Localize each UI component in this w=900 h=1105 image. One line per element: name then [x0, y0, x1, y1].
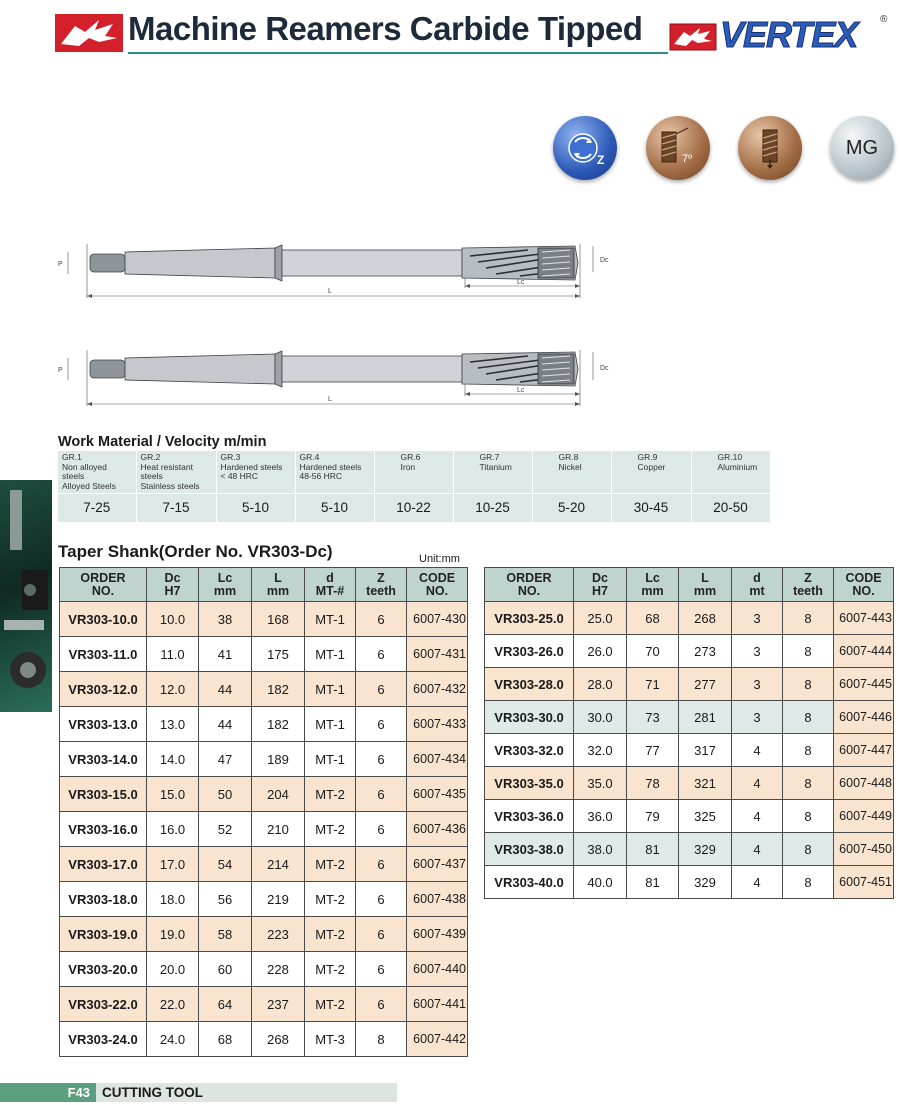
- table-cell: 12.0: [147, 672, 199, 707]
- material-group-desc: Nickel: [558, 461, 582, 472]
- order-number-cell: VR303-28.0: [485, 668, 574, 701]
- material-group-desc: Aluminium: [717, 461, 758, 472]
- column-header-unit: NO.: [91, 583, 115, 598]
- column-header-unit: teeth: [366, 583, 396, 598]
- column-header-unit: mt: [749, 583, 765, 598]
- table-cell: 317: [679, 734, 732, 767]
- table-cell: 47: [199, 742, 252, 777]
- table-cell: 60: [199, 952, 252, 987]
- table-cell: 182: [252, 672, 305, 707]
- table-row: [60, 882, 468, 917]
- material-velocity: 20-50: [691, 494, 770, 522]
- table-cell: 71: [627, 668, 679, 701]
- table-cell: 13.0: [147, 707, 199, 742]
- table-cell: 35.0: [574, 767, 627, 800]
- material-group-desc: 48-56 HRC: [299, 471, 343, 481]
- material-velocity: 5-10: [216, 494, 295, 522]
- material-group-code: GR.3: [220, 452, 241, 462]
- order-number-cell: VR303-12.0: [60, 672, 147, 707]
- material-group-desc: Heat resistant: [140, 461, 193, 472]
- table-cell: MT-3: [305, 1022, 356, 1057]
- code-number-cell: 6007-446: [834, 701, 894, 734]
- material-group-desc: Hardened steels: [299, 461, 362, 472]
- registered-mark: ®: [880, 14, 888, 25]
- table-cell: 32.0: [574, 734, 627, 767]
- brand-emblem-icon: [668, 22, 718, 52]
- table-row: [485, 602, 894, 635]
- table-cell: 4: [732, 833, 783, 866]
- order-number-cell: VR303-17.0: [60, 847, 147, 882]
- table-cell: 281: [679, 701, 732, 734]
- code-number-cell: 6007-436: [407, 812, 468, 847]
- table-cell: 24.0: [147, 1022, 199, 1057]
- table-cell: 22.0: [147, 987, 199, 1022]
- table-cell: 214: [252, 847, 305, 882]
- column-header-line: L: [701, 570, 709, 585]
- order-number-cell: VR303-40.0: [485, 866, 574, 899]
- material-group-code: GR.8: [558, 452, 579, 462]
- code-number-cell: 6007-435: [407, 777, 468, 812]
- brand-logo: [668, 14, 893, 56]
- material-group-desc: Titanium: [479, 461, 512, 472]
- table-cell: MT-1: [305, 707, 356, 742]
- material-group-desc: steels: [62, 471, 85, 481]
- table-cell: 204: [252, 777, 305, 812]
- order-number-cell: VR303-38.0: [485, 833, 574, 866]
- order-number-cell: VR303-35.0: [485, 767, 574, 800]
- material-velocity: 10-25: [453, 494, 532, 522]
- material-group-desc: Iron: [400, 461, 416, 472]
- page-number: F43: [0, 1083, 96, 1102]
- table-cell: MT-1: [305, 602, 356, 637]
- table-cell: 3: [732, 602, 783, 635]
- table-cell: 70: [627, 635, 679, 668]
- table-cell: 56: [199, 882, 252, 917]
- code-number-cell: 6007-432: [407, 672, 468, 707]
- table-cell: 54: [199, 847, 252, 882]
- material-group-cell: [532, 451, 611, 494]
- table-cell: 77: [627, 734, 679, 767]
- column-header-unit: mm: [693, 583, 717, 598]
- column-header-line: Z: [804, 570, 812, 585]
- table-cell: 73: [627, 701, 679, 734]
- column-header: [627, 568, 679, 602]
- material-group-cell: [136, 451, 216, 494]
- column-header-line: d: [326, 570, 334, 585]
- company-logo-left: [55, 14, 123, 52]
- material-group-desc: < 48 HRC: [220, 471, 259, 481]
- column-header-line: ORDER: [80, 570, 126, 585]
- column-header-line: CODE: [418, 570, 456, 585]
- unit-label: Unit:mm: [419, 553, 460, 565]
- table-cell: MT-2: [305, 812, 356, 847]
- order-number-cell: VR303-16.0: [60, 812, 147, 847]
- code-number-cell: 6007-434: [407, 742, 468, 777]
- material-velocity: 30-45: [611, 494, 691, 522]
- right-hand-spiral-icon: [553, 116, 617, 180]
- table-row: [60, 637, 468, 672]
- material-group-code: GR.10: [717, 452, 743, 462]
- material-group-code: GR.2: [140, 452, 161, 462]
- order-number-cell: VR303-11.0: [60, 637, 147, 672]
- table-row: [60, 707, 468, 742]
- code-number-cell: 6007-444: [834, 635, 894, 668]
- table-cell: MT-2: [305, 987, 356, 1022]
- table-row: [60, 812, 468, 847]
- code-number-cell: 6007-447: [834, 734, 894, 767]
- material-velocity: 7-25: [58, 494, 136, 522]
- table-cell: 8: [783, 866, 834, 899]
- code-number-cell: 6007-445: [834, 668, 894, 701]
- table-cell: 237: [252, 987, 305, 1022]
- column-header-line: CODE: [845, 570, 882, 585]
- code-number-cell: 6007-430: [407, 602, 468, 637]
- column-header-line: Lc: [217, 570, 233, 585]
- table-cell: 268: [252, 1022, 305, 1057]
- table-cell: 8: [783, 833, 834, 866]
- code-number-cell: 6007-433: [407, 707, 468, 742]
- material-group-desc: Copper: [637, 461, 666, 472]
- code-number-cell: 6007-443: [834, 602, 894, 635]
- table-cell: 325: [679, 800, 732, 833]
- table-cell: 3: [732, 668, 783, 701]
- mg-grade-label: MG: [845, 136, 879, 159]
- reamer-table-right: [484, 567, 894, 899]
- material-group-desc: steels: [140, 471, 163, 481]
- table-cell: 277: [679, 668, 732, 701]
- code-number-cell: 6007-442: [407, 1022, 468, 1057]
- material-group-cell: [295, 451, 374, 494]
- column-header-line: L: [274, 570, 282, 585]
- column-header-unit: NO.: [517, 583, 541, 598]
- length-l-label: L: [328, 396, 332, 403]
- table-cell: 8: [783, 767, 834, 800]
- diameter-dc-label: Dc: [600, 257, 609, 264]
- table-row: [485, 635, 894, 668]
- column-header-line: Dc: [164, 570, 181, 585]
- table-cell: 223: [252, 917, 305, 952]
- table-cell: 182: [252, 707, 305, 742]
- code-number-cell: 6007-440: [407, 952, 468, 987]
- column-header-unit: mm: [213, 583, 237, 598]
- table-cell: 41: [199, 637, 252, 672]
- table-cell: 58: [199, 917, 252, 952]
- table-row: [60, 987, 468, 1022]
- code-number-cell: 6007-438: [407, 882, 468, 917]
- table-row: [485, 668, 894, 701]
- table-cell: 189: [252, 742, 305, 777]
- table-cell: 81: [627, 833, 679, 866]
- column-header: [574, 568, 627, 602]
- table-cell: 329: [679, 833, 732, 866]
- table-cell: 6: [356, 847, 407, 882]
- table-cell: 38.0: [574, 833, 627, 866]
- code-number-cell: 6007-441: [407, 987, 468, 1022]
- table-cell: 44: [199, 707, 252, 742]
- order-number-cell: VR303-25.0: [485, 602, 574, 635]
- length-l-label: L: [328, 288, 332, 295]
- material-group-cell: [58, 451, 136, 494]
- code-number-cell: 6007-439: [407, 917, 468, 952]
- material-velocity: 7-15: [136, 494, 216, 522]
- order-number-cell: VR303-10.0: [60, 602, 147, 637]
- material-group-code: GR.4: [299, 452, 320, 462]
- table-cell: 8: [783, 602, 834, 635]
- table-row: [60, 1022, 468, 1057]
- reamer-drawing-2: [50, 344, 620, 414]
- table-cell: 6: [356, 987, 407, 1022]
- table-cell: 44: [199, 672, 252, 707]
- material-group-code: GR.1: [62, 452, 82, 462]
- table-cell: 10.0: [147, 602, 199, 637]
- table-cell: 6: [356, 742, 407, 777]
- table-cell: 6: [356, 707, 407, 742]
- table-cell: 210: [252, 812, 305, 847]
- table-cell: 273: [679, 635, 732, 668]
- column-header: [732, 568, 783, 602]
- column-header-line: d: [753, 570, 761, 585]
- table-row: [485, 701, 894, 734]
- table-cell: 268: [679, 602, 732, 635]
- table-cell: 19.0: [147, 917, 199, 952]
- order-number-cell: VR303-20.0: [60, 952, 147, 987]
- table-row: [60, 952, 468, 987]
- coolant-icon: [738, 116, 802, 180]
- table-cell: 6: [356, 602, 407, 637]
- work-material-table: [58, 451, 771, 522]
- table-cell: 175: [252, 637, 305, 672]
- table-row: [485, 866, 894, 899]
- material-group-cell: [453, 451, 532, 494]
- table-cell: 6: [356, 952, 407, 987]
- order-number-cell: VR303-15.0: [60, 777, 147, 812]
- code-number-cell: 6007-450: [834, 833, 894, 866]
- order-number-cell: VR303-18.0: [60, 882, 147, 917]
- column-header-unit: teeth: [793, 583, 823, 598]
- table-cell: 8: [783, 800, 834, 833]
- column-header: [252, 568, 305, 602]
- table-row: [485, 800, 894, 833]
- table-row: [60, 847, 468, 882]
- order-number-cell: VR303-36.0: [485, 800, 574, 833]
- table-cell: MT-2: [305, 917, 356, 952]
- column-header: [356, 568, 407, 602]
- table-cell: MT-1: [305, 637, 356, 672]
- column-header: [834, 568, 894, 602]
- column-header-line: Dc: [592, 570, 608, 585]
- column-header: [679, 568, 732, 602]
- table-cell: 4: [732, 767, 783, 800]
- column-header: [485, 568, 574, 602]
- material-group-cell: [216, 451, 295, 494]
- order-number-cell: VR303-26.0: [485, 635, 574, 668]
- table-cell: 168: [252, 602, 305, 637]
- material-velocity: 5-10: [295, 494, 374, 522]
- column-header-unit: MT-#: [315, 583, 345, 598]
- table-row: [485, 767, 894, 800]
- reamer-table-left: [59, 567, 468, 1057]
- table-cell: 26.0: [574, 635, 627, 668]
- order-number-cell: VR303-14.0: [60, 742, 147, 777]
- footer-category: CUTTING TOOL: [102, 1085, 203, 1100]
- table-row: [485, 833, 894, 866]
- order-number-cell: VR303-13.0: [60, 707, 147, 742]
- table-cell: MT-2: [305, 882, 356, 917]
- order-number-cell: VR303-24.0: [60, 1022, 147, 1057]
- table-cell: 8: [783, 734, 834, 767]
- material-group-desc: Non alloyed: [62, 461, 107, 472]
- column-header-unit: H7: [164, 583, 181, 598]
- brand-name: VERTEX: [720, 14, 858, 55]
- table-cell: MT-2: [305, 847, 356, 882]
- helix-angle-label: 7º: [682, 153, 693, 165]
- table-row: [60, 742, 468, 777]
- column-header: [305, 568, 356, 602]
- material-velocity: 5-20: [532, 494, 611, 522]
- table-cell: 17.0: [147, 847, 199, 882]
- table-cell: 79: [627, 800, 679, 833]
- column-header: [783, 568, 834, 602]
- table-cell: 8: [356, 1022, 407, 1057]
- side-product-photo: [0, 480, 52, 712]
- length-lc-label: Lc: [517, 279, 525, 286]
- helix-angle-icon: [646, 116, 710, 180]
- table-cell: 78: [627, 767, 679, 800]
- material-group-desc: Hardened steels: [220, 461, 283, 472]
- table-cell: 8: [783, 668, 834, 701]
- table-cell: MT-1: [305, 742, 356, 777]
- column-header-unit: mm: [266, 583, 290, 598]
- material-group-cell: [611, 451, 691, 494]
- table-cell: 18.0: [147, 882, 199, 917]
- table-row: [60, 777, 468, 812]
- column-header-line: Lc: [645, 570, 660, 585]
- shank-p-label: P: [58, 367, 63, 374]
- table-cell: 11.0: [147, 637, 199, 672]
- table-cell: 6: [356, 672, 407, 707]
- column-header: [199, 568, 252, 602]
- column-header: [60, 568, 147, 602]
- work-material-title: Work Material / Velocity m/min: [58, 434, 267, 450]
- table-cell: MT-2: [305, 777, 356, 812]
- table-cell: 6: [356, 882, 407, 917]
- table-cell: 14.0: [147, 742, 199, 777]
- column-header: [407, 568, 468, 602]
- table-cell: 8: [783, 701, 834, 734]
- page-title: Machine Reamers Carbide Tipped: [128, 10, 643, 47]
- column-header-unit: NO.: [425, 583, 449, 598]
- table-cell: 6: [356, 917, 407, 952]
- table-cell: 20.0: [147, 952, 199, 987]
- code-number-cell: 6007-437: [407, 847, 468, 882]
- spiral-z-label: Z: [597, 153, 605, 167]
- table-cell: MT-1: [305, 672, 356, 707]
- code-number-cell: 6007-449: [834, 800, 894, 833]
- reamer-drawing-1: [50, 238, 620, 308]
- material-group-code: GR.7: [479, 452, 500, 462]
- title-underline: [128, 52, 668, 54]
- table-cell: 219: [252, 882, 305, 917]
- table-cell: 68: [199, 1022, 252, 1057]
- table-cell: 8: [783, 635, 834, 668]
- table-cell: 64: [199, 987, 252, 1022]
- table-cell: 321: [679, 767, 732, 800]
- code-number-cell: 6007-451: [834, 866, 894, 899]
- order-number-cell: VR303-32.0: [485, 734, 574, 767]
- table-row: [60, 602, 468, 637]
- section-title: Taper Shank(Order No. VR303-Dc): [58, 542, 333, 561]
- table-row: [60, 672, 468, 707]
- table-cell: 6: [356, 812, 407, 847]
- table-cell: 30.0: [574, 701, 627, 734]
- table-row: [60, 917, 468, 952]
- table-cell: 40.0: [574, 866, 627, 899]
- column-header-unit: mm: [641, 583, 664, 598]
- table-cell: 6: [356, 777, 407, 812]
- table-cell: 3: [732, 635, 783, 668]
- length-lc-label: Lc: [517, 387, 525, 394]
- table-cell: 6: [356, 637, 407, 672]
- table-cell: 28.0: [574, 668, 627, 701]
- mg-grade-icon: [830, 116, 894, 180]
- table-cell: 329: [679, 866, 732, 899]
- code-number-cell: 6007-431: [407, 637, 468, 672]
- order-number-cell: VR303-30.0: [485, 701, 574, 734]
- table-cell: 36.0: [574, 800, 627, 833]
- material-group-cell: [691, 451, 770, 494]
- shank-p-label: P: [58, 261, 63, 268]
- table-cell: 15.0: [147, 777, 199, 812]
- diameter-dc-label: Dc: [600, 365, 609, 372]
- column-header-unit: H7: [592, 583, 608, 598]
- material-group-code: GR.6: [400, 452, 421, 462]
- table-cell: MT-2: [305, 952, 356, 987]
- material-group-desc: Stainless steels: [140, 480, 200, 491]
- table-row: [485, 734, 894, 767]
- table-cell: 16.0: [147, 812, 199, 847]
- material-group-cell: [374, 451, 453, 494]
- material-group-desc: Alloyed Steels: [62, 480, 116, 491]
- column-header-line: Z: [377, 570, 385, 585]
- table-cell: 68: [627, 602, 679, 635]
- column-header-line: ORDER: [506, 570, 552, 585]
- table-cell: 4: [732, 800, 783, 833]
- table-cell: 3: [732, 701, 783, 734]
- material-group-code: GR.9: [637, 452, 658, 462]
- table-cell: 81: [627, 866, 679, 899]
- table-cell: 25.0: [574, 602, 627, 635]
- table-cell: 4: [732, 866, 783, 899]
- column-header-unit: NO.: [852, 583, 875, 598]
- table-cell: 4: [732, 734, 783, 767]
- order-number-cell: VR303-22.0: [60, 987, 147, 1022]
- table-cell: 228: [252, 952, 305, 987]
- table-cell: 38: [199, 602, 252, 637]
- order-number-cell: VR303-19.0: [60, 917, 147, 952]
- table-cell: 50: [199, 777, 252, 812]
- table-cell: 52: [199, 812, 252, 847]
- code-number-cell: 6007-448: [834, 767, 894, 800]
- column-header: [147, 568, 199, 602]
- material-velocity: 10-22: [374, 494, 453, 522]
